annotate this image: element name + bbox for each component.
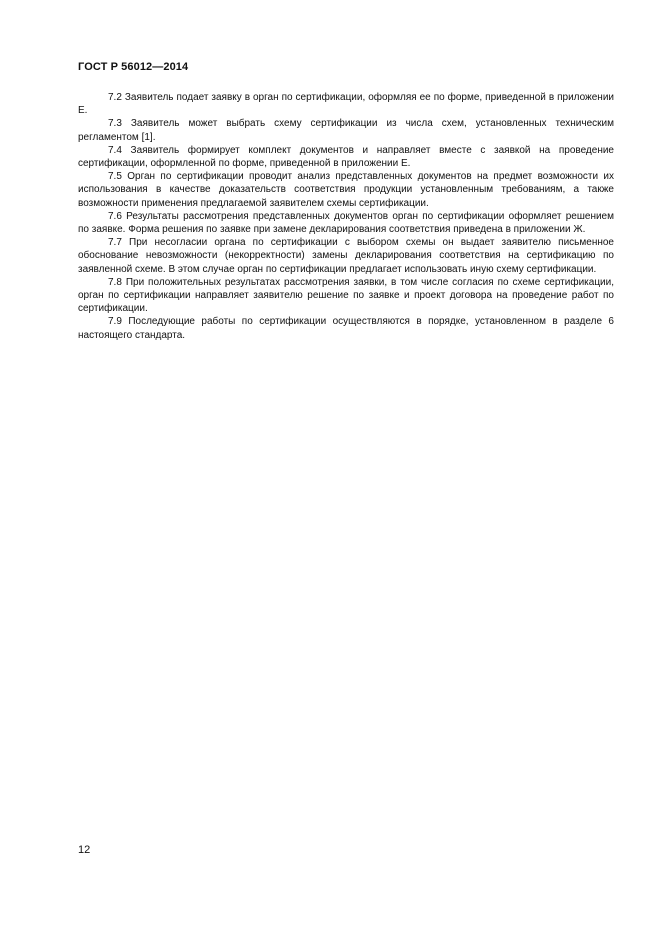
paragraph-7-5: 7.5 Орган по сертификации проводит анализ представленных документов на предмет возможности их использования в качестве доказательств соответствия продукции установленным требованиям, а также возможности применения предлагаемой заявителем схемы сертификации. — [78, 171, 614, 209]
paragraph-7-7: 7.7 При несогласии органа по сертификации с выбором схемы он выдает заявителю письменное обоснование невозможности (некорректности) замены декларирования соответствия на сертификацию по заявленной схеме. В этом случае орган по сертификации предлагает использовать иную схему сертификации. — [78, 237, 614, 275]
paragraph-7-9: 7.9 Последующие работы по сертификации осуществляются в порядке, установленном в разделе 6 настоящего стандарта. — [78, 316, 614, 341]
document-header: ГОСТ Р 56012—2014 — [78, 61, 189, 73]
paragraph-7-2: 7.2 Заявитель подает заявку в орган по сертификации, оформляя ее по форме, приведенной в приложении Е. — [78, 92, 614, 117]
paragraph-7-6: 7.6 Результаты рассмотрения представленных документов орган по сертификации оформляет решением по заявке. Форма решения по заявке при замене декларирования соответствия приведена в приложении Ж. — [78, 210, 614, 236]
paragraph-7-3: 7.3 Заявитель может выбрать схему сертификации из числа схем, установленных техническим регламентом [1]. — [78, 118, 614, 143]
paragraph-7-8: 7.8 При положительных результатах рассмотрения заявки, в том числе согласия по схеме сертификации, орган по сертификации направляет заявителю решение по заявке и проект договора на проведение работ по сертификации. — [78, 276, 614, 315]
document-body — [78, 91, 614, 342]
paragraph-7-4: 7.4 Заявитель формирует комплект документов и направляет вместе с заявкой на проведение сертификации, оформленной по форме, приведенной в приложении Е. — [78, 144, 614, 170]
page-number: 12 — [78, 844, 91, 856]
